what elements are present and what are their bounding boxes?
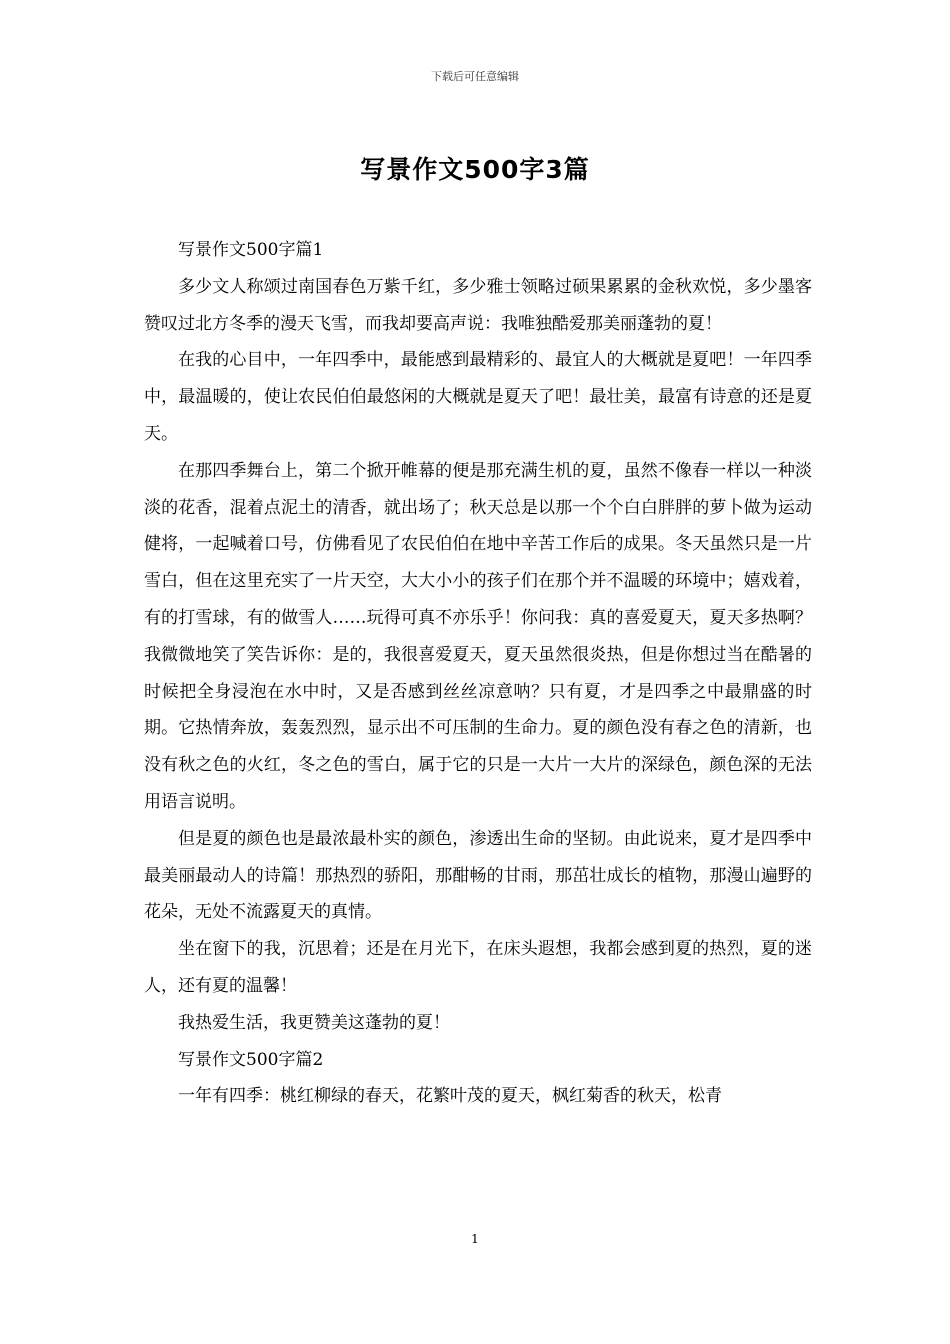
section-heading-2: 写景作文500字篇2 bbox=[178, 1049, 324, 1070]
header-note: 下载后可任意编辑 bbox=[431, 70, 519, 83]
document-title: 写景作文500字3篇 bbox=[360, 155, 590, 184]
paragraph: 但是夏的颜色也是最浓最朴实的颜色，渗透出生命的坚韧。由此说来，夏才是四季中最美丽最动人的诗篇！那热烈的骄阳，那酣畅的甘雨，那茁壮成长的植物，那漫山遍野的花朵，无处不流露夏天的真情。 bbox=[144, 828, 812, 923]
paragraph: 我热爱生活，我更赞美这蓬勃的夏！ bbox=[178, 1012, 450, 1033]
paragraph: 在我的心目中，一年四季中，最能感到最精彩的、最宜人的大概就是夏吧！一年四季中，最温暖的，使让农民伯伯最悠闲的大概就是夏天了吧！最壮美，最富有诗意的还是夏天。 bbox=[144, 350, 812, 444]
paragraph: 一年有四季：桃红柳绿的春天，花繁叶茂的夏天，枫红菊香的秋天，松青 bbox=[178, 1086, 722, 1107]
paragraph: 坐在窗下的我，沉思着；还是在月光下，在床头遐想，我都会感到夏的热烈，夏的迷人，还有夏的温馨！ bbox=[144, 939, 812, 996]
paragraph: 在那四季舞台上，第二个掀开帷幕的便是那充满生机的夏，虽然不像春一样以一种淡淡的花香，混着点泥土的清香，就出场了；秋天总是以那一个个白白胖胖的萝卜做为运动健将，一起喊着口号，仿佛看见了农民伯伯在地中辛苦工作后的成果。冬天虽然只是一片雪白，但在这里充实了一片天空，大大小小的孩子们在那个并不温暖的环境中；嬉戏着，有的打雪球，有的做雪人……玩得可真不亦乐乎！你问我：真的喜爱夏天，夏天多热啊？我微微地笑了笑告诉你：是的，我很喜爱夏天，夏天虽然很炎热，但是你想过当在酷暑的时候把全身浸泡在水中时，又是否感到丝丝凉意呐？只有夏，才是四季之中最鼎盛的时期。它热情奔放，轰轰烈烈，显示出不可压制的生命力。夏的颜色没有春之色的清新，也没有秋之色的火红，冬之色的雪白，属于它的只是一大片一大片的深绿色，颜色深的无法用语言说明。 bbox=[144, 460, 812, 812]
section-heading-1: 写景作文500字篇1 bbox=[178, 240, 324, 260]
paragraph: 多少文人称颂过南国春色万紫千红，多少雅士领略过硕果累累的金秋欢悦，多少墨客赞叹过北方冬季的漫天飞雪，而我却要高声说：我唯独酷爱那美丽蓬勃的夏！ bbox=[144, 276, 812, 334]
page-number: 1 bbox=[471, 1232, 479, 1246]
document-body bbox=[144, 232, 812, 1115]
